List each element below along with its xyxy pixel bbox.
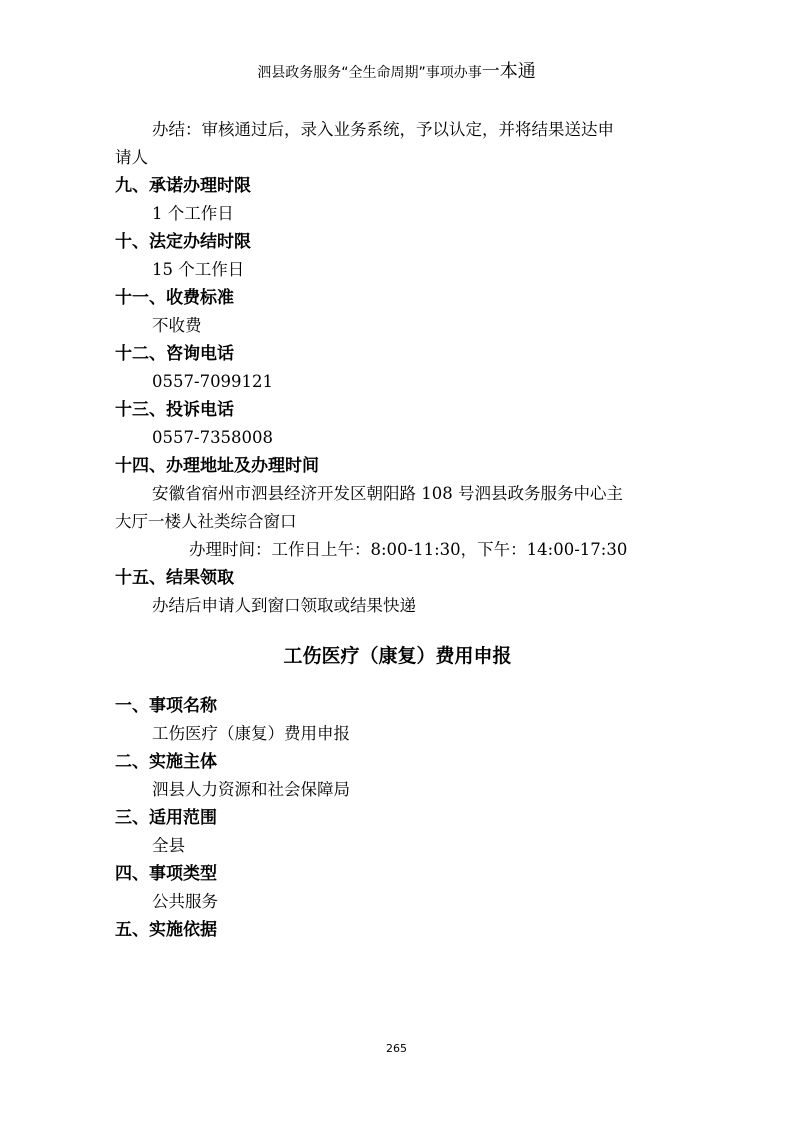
section-value-9: 1 个工作日 xyxy=(152,204,234,223)
section-heading-13: 十三、投诉电话 xyxy=(115,400,234,420)
intro-line-1: 办结：审核通过后，录入业务系统，予以认定，并将结果送达申 xyxy=(152,120,614,139)
section-value-b1: 工伤医疗（康复）费用申报 xyxy=(152,724,350,743)
intro-line-2: 请人 xyxy=(115,148,148,167)
section-heading-12: 十二、咨询电话 xyxy=(115,344,234,364)
section-value-10: 15 个工作日 xyxy=(152,260,245,279)
section-value-15: 办结后申请人到窗口领取或结果快递 xyxy=(152,596,416,615)
office-hours: 办理时间：工作日上午：8:00-11:30，下午：14:00-17:30 xyxy=(189,540,628,559)
header-title: 泗县政务服务“全生命周期”事项办事 xyxy=(257,65,482,81)
section-heading-9: 九、承诺办理时限 xyxy=(115,176,251,196)
section-value-b4: 公共服务 xyxy=(152,892,218,911)
section-value-b3: 全县 xyxy=(152,836,185,855)
section-value-12: 0557-7099121 xyxy=(152,372,274,391)
section-heading-14: 十四、办理地址及办理时间 xyxy=(115,456,319,476)
section-heading-15: 十五、结果领取 xyxy=(115,568,234,588)
item-title: 工伤医疗（康复）费用申报 xyxy=(283,645,512,667)
header-brand: 一本通 xyxy=(481,61,536,82)
document-body xyxy=(115,116,680,944)
section-heading-10: 十、法定办结时限 xyxy=(115,232,251,252)
section-heading-b2: 二、实施主体 xyxy=(115,752,217,772)
page-header xyxy=(0,62,793,83)
section-heading-b1: 一、事项名称 xyxy=(115,696,217,716)
section-value-11: 不收费 xyxy=(152,316,202,335)
section-value-13: 0557-7358008 xyxy=(152,428,274,447)
section-heading-b3: 三、适用范围 xyxy=(115,808,217,828)
address-line-2: 大厅一楼人社类综合窗口 xyxy=(115,512,297,531)
address-line-1: 安徽省宿州市泗县经济开发区朝阳路 108 号泗县政务服务中心主 xyxy=(152,484,623,503)
section-heading-b5: 五、实施依据 xyxy=(115,920,217,940)
page-number: 265 xyxy=(386,1042,407,1055)
section-value-b2: 泗县人力资源和社会保障局 xyxy=(152,780,350,799)
section-heading-11: 十一、收费标准 xyxy=(115,288,234,308)
section-heading-b4: 四、事项类型 xyxy=(115,864,217,884)
